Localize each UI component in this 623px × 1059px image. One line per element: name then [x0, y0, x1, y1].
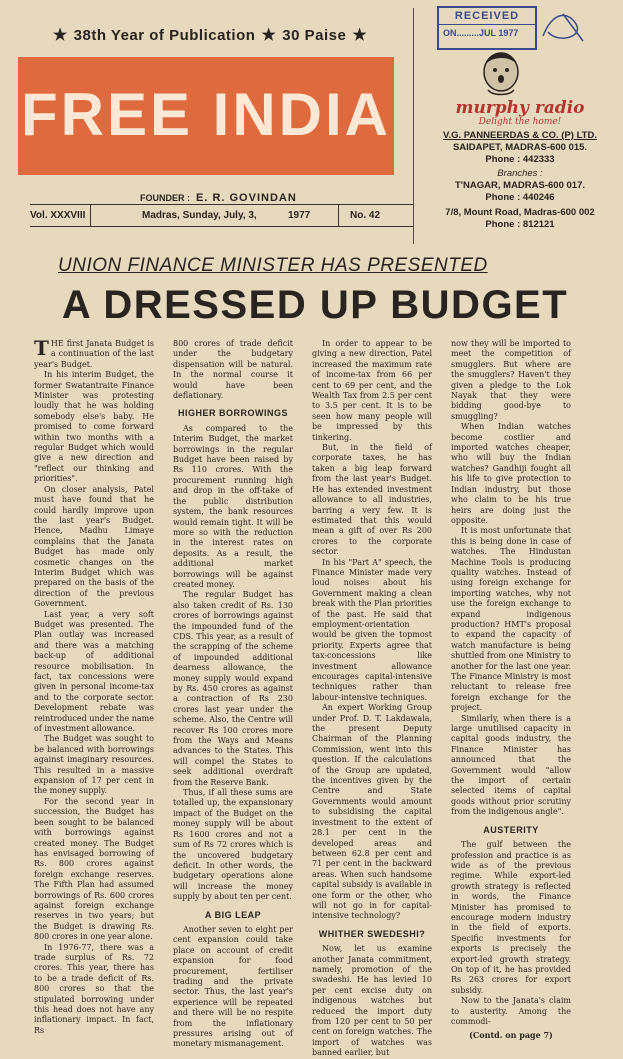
kicker-headline: UNION FINANCE MINISTER HAS PRESENTED — [58, 255, 488, 276]
founder-name: E. R. GOVINDAN — [196, 192, 297, 204]
advert-phone1: Phone : 442333 — [485, 154, 555, 165]
drop-cap: T — [34, 336, 49, 360]
paragraph: When Indian watches become costlier and imported watches cheaper, who will buy the Indian watches? Gandhiji fought all his life to give protection to Indian industry, but those who claim to be his true heirs are doing just the opposite. — [451, 422, 571, 525]
advert-details — [425, 130, 615, 231]
paragraph: In order to appear to be giving a new direction, Patel increased the maximum rate of income-tax from 66 per cent to 69 per cent, and the Wealth Tax from 2.5 per cent to 3.5 per cent. It is to be seen how many people will be impressed by this tinkering. — [312, 339, 432, 442]
main-headline: A DRESSED UP BUDGET — [61, 283, 569, 327]
tagline — [30, 25, 390, 45]
price: 30 Paise — [282, 27, 347, 44]
advert-address3: 7/8, Mount Road, Madras-600 002 — [445, 207, 595, 218]
signature-scribble — [538, 6, 588, 46]
paragraph: For the second year in succession, the Budget has been sought to be balanced with borrowings against created money. The Budget has envisaged borrowing of Rs. 800 crores against foreign exchange reserves. The Fifth Plan had assumed borrowings of Rs. 600 crores against foreign exchange reserves in two years; but the Budget is drawing Rs. 800 crores in one year alone. — [34, 796, 154, 942]
received-date: ON.........JUL 1977 — [443, 28, 519, 38]
murphy-baby-logo-icon — [478, 46, 524, 96]
column-3 — [312, 339, 432, 1059]
paragraph: Similarly, when there is a large unutilised capacity in capital goods industry, the Finance Minister has announced that the Government would "allow the import of certain selected items of capital goods without prior scrutiny from the indigenous angle". — [451, 713, 571, 817]
paragraph: In 1976-77, there was a trade surplus of Rs. 72 crores. This year, there has to be a trade deficit of Rs. 800 crores so that the stipulated borrowing under this head does not have any inflationary impact. In fact, Rs — [34, 942, 154, 1035]
paragraph: The Budget was sought to be balanced with borrowings against imaginary resources. This resulted in a massive expansion of 17 per cent in the money supply. — [34, 734, 154, 796]
paragraph: now they will be imported to meet the competition of smugglers. But where are the smugglers? Haven't they given a pledge to the Lok Nayak that they were bidding good-bye to smuggling? — [451, 339, 571, 421]
column-4 — [451, 339, 571, 1041]
rule-top — [30, 204, 413, 205]
advert-address2: T'NAGAR, MADRAS-600 017. — [454, 180, 585, 191]
continued-link[interactable]: (Contd. on page 7) — [469, 1030, 553, 1041]
paragraph: But, in the field of corporate taxes, he has taken a big leap forward from the last year's Budget. He has extended investment allowance to all industries, barring a very few. It is estimated that this would mean a gift of over Rs 200 crores to the corporate sector. — [312, 443, 432, 557]
paragraph: Another seven to eight per cent expansion could take place on account of credit expansion for food procurement, fertiliser trading and the private sector. Thus, the last year's experience will be repeated and there will be no respite from the inflationary pressures arising out of monetary mismanagement. — [173, 924, 293, 1049]
subheading-big-leap: A BIG LEAP — [204, 909, 262, 920]
advert-address1: SAIDAPET, MADRAS-600 015. — [452, 142, 588, 153]
paragraph: Last year, a very soft Budget was presented. The Plan outlay was increased and there was a matching back-up of additional resource mobilisation. In fact, tax concessions were given in personal income-tax and to the corporate sector. Development rebate was reintroduced under the name of investment allowance. — [34, 609, 154, 734]
paragraph: In his interim Budget, the former Swatantraite Finance Minister was protesting loudly that he was holding somebody else's baby. He promised to come forward within two months with a regular Budget which would give a new direction and "reflect our thinking and priorities". — [34, 370, 154, 484]
star-icon: ★ — [352, 27, 368, 44]
subheading-whither-swadeshi: WHITHER SWEDESHI? — [318, 928, 426, 939]
subheading-higher-borrowings: HIGHER BORROWINGS — [177, 408, 288, 419]
paragraph: On closer analysis, Patel must have found that he could hardly improve upon the last year's Budget. Hence, Madhu Limaye complains that the Janata Budget has made only cosmetic changes on the Interim Budget which was prepared on the basis of the direction of the previous Government. — [34, 484, 154, 609]
paragraph: THE first Janata Budget is a continuation of the last year's Budget. — [34, 336, 154, 369]
volume: Vol. XXXVIII — [30, 210, 86, 221]
paragraph: As compared to the Interim Budget, the market borrowings in the regular Budget have been raised by Rs 110 crores. With the procurement running high and drop in the off-take of the public distribution system, the bank resources would remain tight. It will be more so with the reduction in the interest rates on deposits. As a result, the additional market borrowings will be against created money. — [173, 423, 293, 589]
subheading-austerity: AUSTERITY — [483, 824, 539, 835]
rule-bottom — [30, 226, 413, 227]
advert-brand: murphy radio — [455, 98, 585, 118]
issue-number: No. 42 — [350, 210, 381, 221]
star-icon: ★ — [261, 27, 277, 44]
masthead-title: FREE INDIA — [20, 81, 392, 148]
masthead-divider — [413, 8, 414, 244]
founder-line — [140, 192, 297, 204]
paragraph: An expert Working Group under Prof. D. T. Lakdawala, the present Deputy Chairman of the Planning Commission, went into this question. If the calculations of the Group are updated, the incentives given by the Centre and State Governments would amount to subsidising the capital investment to the extent of 28.1 per cent in the developed areas and between 62.8 per cent and 71 per cent in the backward areas. When such handsome capital subsidy is available in one form or the other, who will not go in for capital-intensive technology? — [312, 703, 432, 921]
column-1 — [34, 336, 154, 1036]
advert-phone3: Phone : 812121 — [485, 219, 555, 230]
column-2 — [173, 339, 293, 1050]
rule-separator — [90, 205, 91, 226]
paragraph: Now to the Janata's claim to austerity. Among the commodi- — [451, 996, 571, 1026]
paragraph: Thus, if all these sums are totalled up, the expansionary impact of the Budget on the money supply will be about Rs 1600 crores and not a sum of Rs 72 crores which is the uncovered budgetary deficit. In other words, the budgetary operations alone will increase the money supply by about ten per cent. — [173, 788, 293, 902]
advert-slogan: Delight the home! — [478, 117, 562, 127]
received-label: RECEIVED — [439, 8, 535, 25]
paragraph: It is most unfortunate that this is being done in case of watches. The Hindustan Machine Tools is producing quality watches. Instead of using foreign exchange for importing watches, why not use the foreign exchange to expand indigenous production? HMT's proposal to expand the capacity of watch manufacture is being shuttled from one Ministry to another for the last one year. The Finance Ministry is most reluctant to release free foreign exchange for the project. — [451, 526, 571, 713]
paragraph: Now, let us examine another Janata commitment, namely, promotion of the swadeshi. He has levied 10 per cent excise duty on indigenous watches but reduced the import duty from 120 per cent to 50 per cent on foreign watches. The import of watches was banned earlier, but — [312, 944, 432, 1058]
advert-company: V.G. PANNEERDAS & CO. (P) LTD. — [443, 130, 597, 141]
paragraph: The gulf between the profession and practice is as wide as of the previous regime. While export-led growth strategy is reflected in words, the Finance Minister has promised to encourage modern industry in the field of exports. Specific investments for exports is precisely the export-led growth strategy. On top of it, he has provided Rs 263 crores for export subsidy. — [451, 840, 571, 995]
founder-label: FOUNDER : — [140, 193, 190, 203]
rule-separator — [338, 205, 339, 226]
star-icon: ★ — [52, 27, 68, 44]
advert-branches: Branches : — [497, 168, 543, 179]
year-of-publication: 38th Year of Publication — [73, 27, 256, 44]
received-stamp — [437, 6, 537, 50]
place-date: Madras, Sunday, July, 3, — [142, 210, 257, 221]
issue-year: 1977 — [288, 210, 311, 221]
advert-phone2: Phone : 440246 — [485, 192, 555, 203]
paragraph: In his "Part A" speech, the Finance Minister made very loud noises about his Government making a clean break with the Plan priorities of the past. He said that employment-orientation would be given the topmost priority. Experts agree that tax-concessions like investment allowance encourages capital-intensive techniques rather than labour-intensive techniques. — [312, 557, 432, 702]
paragraph: 800 crores of trade deficit under the budgetary dispensation will be natural. In the normal course it would have been deflationary. — [173, 339, 293, 401]
paragraph: The regular Budget has also taken credit of Rs. 130 crores of borrowings against the impounded fund of the CDS. This year, as a result of the scrapping of the scheme of impounded additional dearness allowance, the money supply would expand by Rs. 450 crores as against a contraction of Rs 230 crores last year under the scheme. Also, the Centre will recover Rs 100 crores more from the Ways and Means advances to the States. This will compel the States to seek additional overdraft from the Reserve Bank. — [173, 590, 293, 787]
